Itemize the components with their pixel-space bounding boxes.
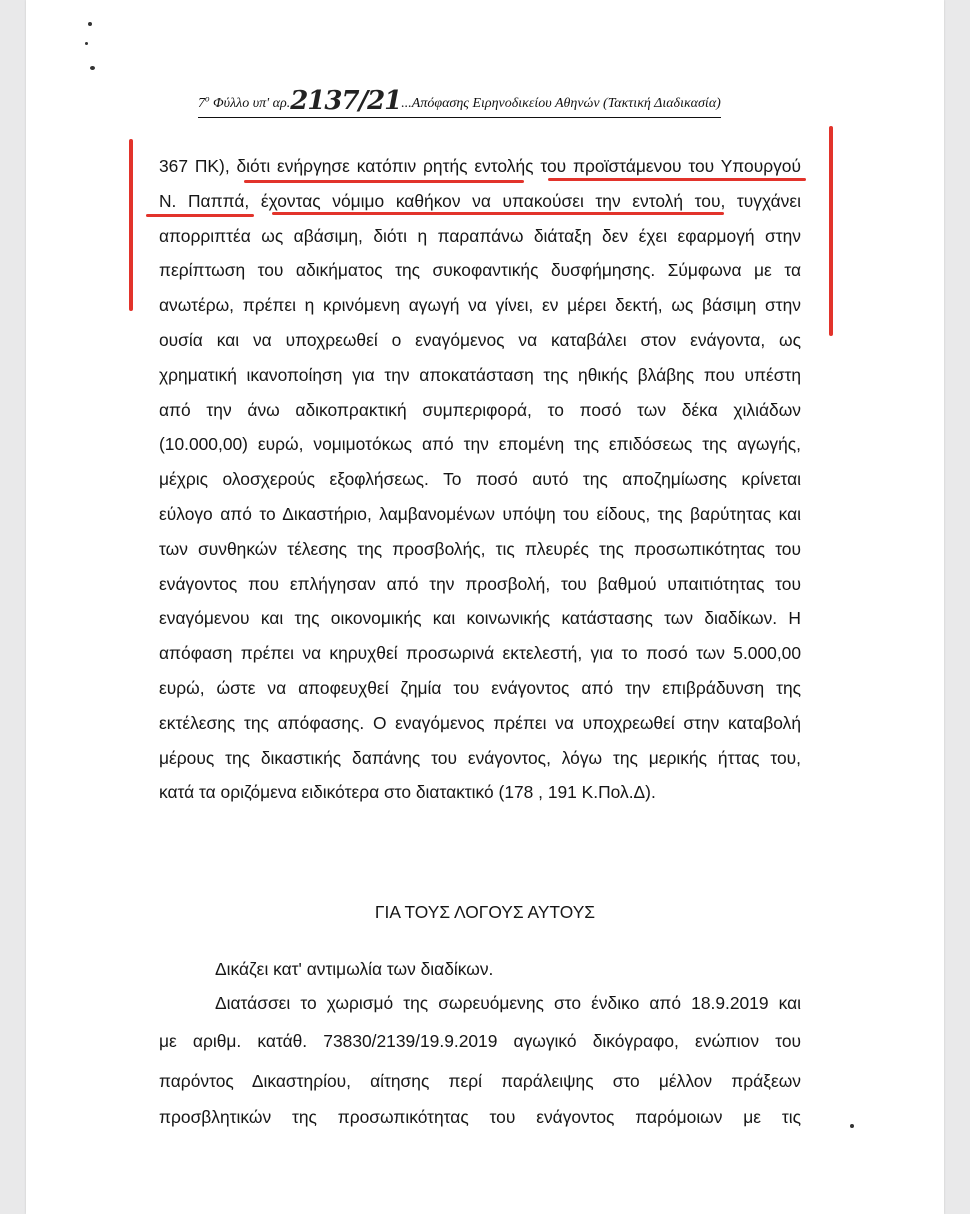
text-line: εναγόμενου και της οικονομικής και κοινωνικής κατάστασης των διαδίκων. Η — [159, 608, 801, 629]
text-line: μέρους της δικαστικής δαπάνης του ενάγοντος, λόγω της μερικής ήττας του, — [159, 747, 801, 768]
text-line: ουσία και να υποχρεωθεί ο εναγόμενος να καταβάλει στον ενάγοντα, ως — [159, 330, 801, 350]
red-margin-mark-left — [129, 139, 133, 311]
header-court-title: ...Απόφασης Ειρηνοδικείου Αθηνών (Τακτική Διαδικασία) — [401, 96, 721, 111]
text-line: κατά τα οριζόμενα ειδικότερα στο διατακτικό (178 , 191 Κ.Πολ.Δ). — [159, 782, 656, 803]
text-line: Ν. Παππά, έχοντας νόμιμο καθήκον να υπακούσει την εντολή του, τυγχάνει — [159, 190, 801, 211]
header-page-number: 7 — [198, 96, 205, 111]
scan-speck — [85, 42, 88, 45]
text-line: χρηματική ικανοποίηση για την αποκατάσταση της ηθικής βλάβης που υπέστη — [159, 364, 801, 385]
text-line: 367 ΠΚ), διότι ενήργησε κατόπιν ρητής εντολής του προϊστάμενου του Υπουργού — [159, 156, 801, 176]
section-heading: ΓΙΑ ΤΟΥΣ ΛΟΓΟΥΣ ΑΥΤΟΥΣ — [374, 902, 596, 922]
text-line: εκτέλεσης της απόφασης. Ο εναγόμενος πρέπει να υποχρεωθεί στην καταβολή — [159, 712, 801, 733]
text-line: με αριθμ. κατάθ. 73830/2139/19.9.2019 αγωγικό δικόγραφο, ενώπιον του — [159, 1031, 801, 1051]
text-line: ευρώ, ώστε να αποφευχθεί ζημία του ενάγοντος από την επιβράδυνση της — [159, 678, 801, 698]
handwritten-decision-number: 2137/21 — [290, 86, 402, 116]
text-line: παρόντος Δικαστηρίου, αίτησης περί παράλειψης στο μέλλον πράξεων — [159, 1071, 801, 1091]
red-underline — [146, 214, 254, 217]
scan-speck — [850, 1124, 854, 1128]
text-line: μέχρις ολοσχερούς εξοφλήσεως. Το ποσό αυτό της αποζημίωσης κρίνεται — [159, 469, 801, 490]
text-line: από την άνω αδικοπρακτική συμπεριφορά, το ποσό των δέκα χιλιάδων — [159, 399, 801, 420]
scan-speck — [90, 66, 95, 70]
red-underline — [244, 180, 524, 183]
text-line: απόφαση πρέπει να κηρυχθεί προσωρινά εκτελεστή, για το ποσό των 5.000,00 — [159, 643, 801, 664]
text-line: εύλογο από το Δικαστήριο, λαμβανομένων υπόψη του είδους, της βαρύτητας και — [159, 504, 801, 524]
text-line: προσβλητικών της προσωπικότητας του ενάγοντος παρόμοιων με τις — [159, 1107, 801, 1127]
text-line: των συνθηκών τέλεσης της προσβολής, τις πλευρές της προσωπικότητας του — [159, 538, 801, 559]
text-line: ανωτέρω, πρέπει η κρινόμενη αγωγή να γίνει, εν μέρει δεκτή, ως βάσιμη στην — [159, 295, 801, 316]
text-line: (10.000,00) ευρώ, νομιμοτόκως από την επομένη της επιδόσεως της αγωγής, — [159, 434, 801, 455]
text-line: Δικάζει κατ' αντιμωλία των διαδίκων. — [215, 959, 494, 979]
text-line: ενάγοντος που επλήγησαν από την προσβολή, του βαθμού υπαιτιότητας του — [159, 573, 801, 594]
text-line: απορριπτέα ως αβάσιμη, διότι η παραπάνω διάταξη δεν έχει εφαρμογή στην — [159, 225, 801, 246]
red-underline — [272, 212, 724, 215]
red-underline — [548, 178, 806, 181]
page-header — [198, 86, 721, 118]
red-margin-mark-right — [829, 126, 833, 336]
text-line: Διατάσσει το χωρισμό της σωρευόμενης στο ένδικο από 18.9.2019 και — [215, 993, 801, 1013]
header-sheet-label: Φύλλο υπ' αρ. — [209, 96, 291, 111]
header-ordinal: ο — [205, 93, 210, 104]
scan-speck — [88, 22, 92, 26]
text-line: περίπτωση του αδικήματος της συκοφαντικής δυσφήμησης. Σύμφωνα με τα — [159, 260, 801, 281]
